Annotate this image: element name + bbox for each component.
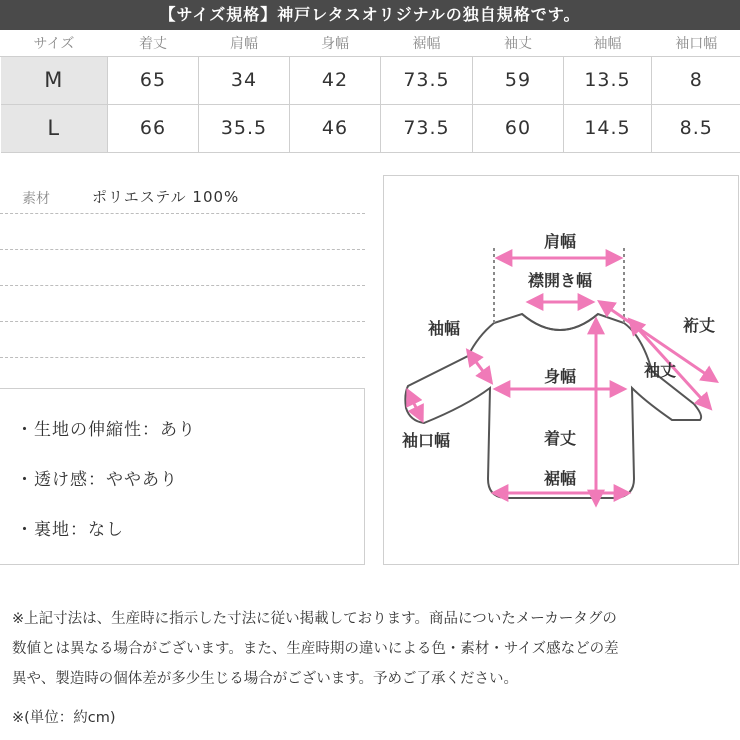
column-header: 袖丈 [473, 30, 564, 56]
table-cell: 8.5 [652, 104, 740, 152]
table-cell: 35.5 [199, 104, 290, 152]
table-row [1, 56, 740, 104]
label-cuff: 袖口幅 [401, 431, 451, 450]
note-line: ※上記寸法は、生産時に指示した寸法に従い掲載しております。商品についたメーカータグの [12, 611, 617, 627]
material-section [0, 178, 365, 358]
table-cell: 42 [290, 56, 381, 104]
column-header: 袖幅 [564, 30, 652, 56]
label-yuki: 裄丈 [682, 316, 716, 335]
sleeve-width-arrow [468, 351, 491, 382]
fabric-properties-box [0, 388, 365, 565]
unit-note: ※(単位：約cm) [12, 710, 116, 726]
neckline-icon [522, 314, 598, 330]
material-value: ポリエステル 100% [92, 188, 240, 206]
table-cell: 14.5 [564, 104, 652, 152]
property-stretch: ・生地の伸縮性：あり [16, 420, 196, 440]
table-cell: 34 [199, 56, 290, 104]
note-line: 数値とは異なる場合がございます。また、生産時期の違いによる色・素材・サイズ感などの差 [12, 641, 619, 657]
label-sleeve-length: 袖丈 [643, 361, 677, 380]
size-table [0, 30, 740, 153]
table-cell: 73.5 [381, 104, 473, 152]
column-header: 袖口幅 [652, 30, 740, 56]
material-label: 素材 [22, 191, 50, 207]
disclaimer-notes [12, 604, 730, 694]
column-header: 肩幅 [199, 30, 290, 56]
property-sheerness: ・透け感：ややあり [16, 470, 178, 490]
table-cell: 8 [652, 56, 740, 104]
blank-row [0, 322, 365, 358]
measurement-diagram [383, 175, 739, 565]
label-neck: 襟開き幅 [527, 271, 593, 290]
label-sleeve-width: 袖幅 [427, 319, 461, 338]
table-cell: 59 [473, 56, 564, 104]
table-cell: 73.5 [381, 56, 473, 104]
header-title: 【サイズ規格】神戸レタスオリジナルの独自規格です。 [0, 0, 740, 30]
table-row [1, 104, 740, 152]
note-line: 異や、製造時の個体差が多少生じる場合がございます。予めご了承ください。 [12, 671, 519, 687]
label-hem: 裾幅 [543, 469, 577, 488]
label-length: 着丈 [543, 429, 577, 448]
size-table-header-row [1, 30, 740, 56]
material-row [0, 178, 365, 214]
blank-row [0, 214, 365, 250]
size-label: L [1, 104, 108, 152]
blank-row [0, 286, 365, 322]
table-cell: 65 [108, 56, 199, 104]
table-cell: 60 [473, 104, 564, 152]
column-header: 着丈 [108, 30, 199, 56]
column-header: 身幅 [290, 30, 381, 56]
blank-row [0, 250, 365, 286]
column-header: 裾幅 [381, 30, 473, 56]
garment-diagram-svg [384, 176, 740, 566]
table-cell: 13.5 [564, 56, 652, 104]
table-cell: 46 [290, 104, 381, 152]
column-header: サイズ [1, 30, 108, 56]
property-lining: ・裏地：なし [16, 520, 124, 540]
label-shoulder: 肩幅 [543, 232, 577, 251]
table-cell: 66 [108, 104, 199, 152]
size-label: M [1, 56, 108, 104]
label-body-width: 身幅 [543, 367, 577, 386]
